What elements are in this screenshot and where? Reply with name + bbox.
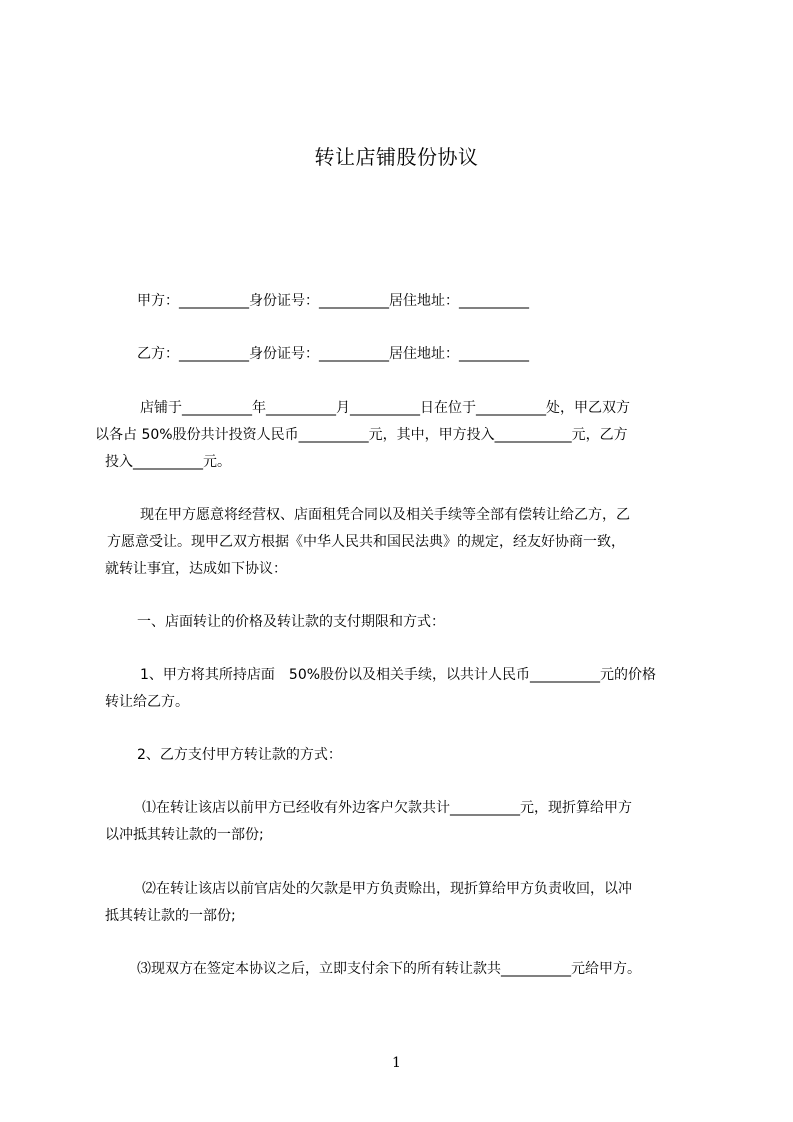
sub-item-1-line-1: ⑴在转让该店以前甲方已经收有外边客户欠款共计__________元，现折算给甲方 xyxy=(142,800,632,816)
section-heading-1: 一、店面转让的价格及转让款的支付期限和方式： xyxy=(137,614,445,630)
sub-item-3-line: ⑶现双方在签定本协议之后，立即支付余下的所有转让款共__________元给甲方。 xyxy=(137,961,641,977)
item-1-line-2: 转让给乙方。 xyxy=(105,694,189,710)
paragraph-1-line-2: 以各占 50%股份共计投资人民币__________元，其中，甲方投入___________元，乙方 xyxy=(95,427,628,443)
paragraph-2-line-2: 方愿意受让。现甲乙双方根据《中华人民共和国民法典》的规定，经友好协商一致， xyxy=(107,534,625,550)
sub-item-2-line-2: 抵其转让款的一部份; xyxy=(105,908,236,924)
party-b-line: 乙方：__________身份证号：__________居住地址：__________ xyxy=(137,346,529,362)
party-a-line: 甲方：__________身份证号：__________居住地址：__________ xyxy=(137,293,529,309)
item-2-heading: 2、乙方支付甲方转让款的方式： xyxy=(137,747,342,763)
paragraph-1-line-3: 投入__________元。 xyxy=(105,454,231,470)
sub-item-1-line-2: 以冲抵其转让款的一部份; xyxy=(105,827,264,843)
sub-item-2-line-1: ⑵在转让该店以前官店处的欠款是甲方负责赊出，现折算给甲方负责收回，以冲 xyxy=(142,881,632,897)
document-title: 转让店铺股份协议 xyxy=(314,145,479,169)
item-1-line-1: 1、甲方将其所持店面 50%股份以及相关手续，以共计人民币__________元的价格 xyxy=(140,667,657,683)
page-number: 1 xyxy=(392,1055,401,1071)
paragraph-2-line-3: 就转让事宜，达成如下协议： xyxy=(105,561,287,577)
paragraph-1-line-1: 店铺于__________年__________月__________日在位于__________处，甲乙双方 xyxy=(140,400,630,416)
paragraph-2-line-1: 现在甲方愿意将经营权、店面租凭合同以及相关手续等全部有偿转让给乙方，乙 xyxy=(140,507,630,523)
